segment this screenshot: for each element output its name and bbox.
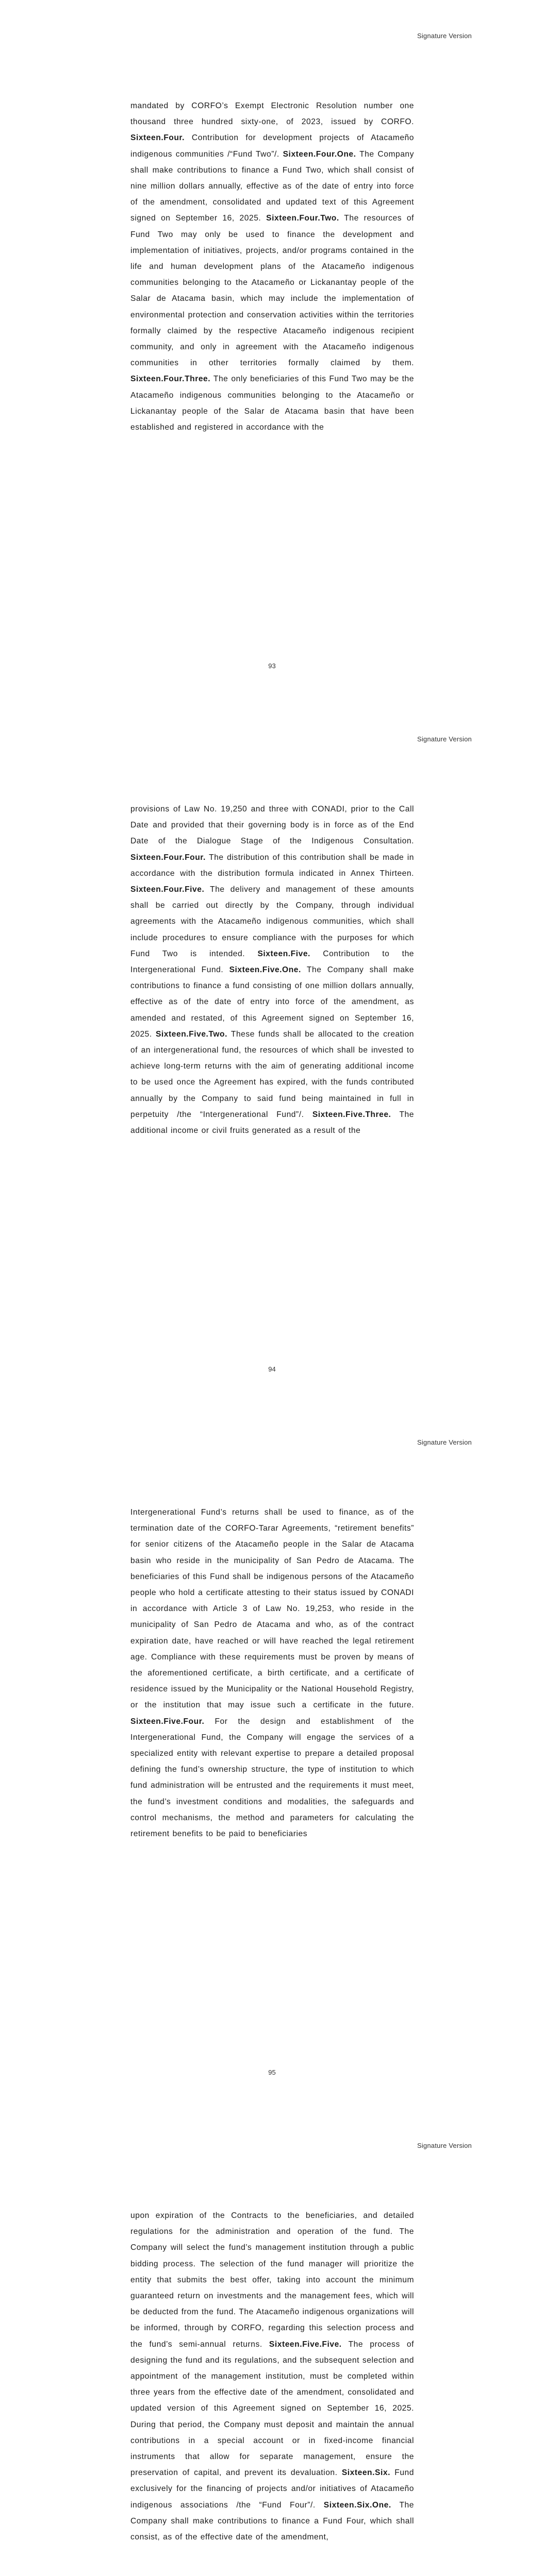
clause-text: upon expiration of the Contracts to the beneficiaries, and detailed regulations for the administration and operation of the fund. The Company will select the fund’s management institution through a public bidding process. The selection of the fund manager will prioritize the entity that submits the best offer, taking into account the minimum guaranteed return on investments and the management fees, which will be deducted from the fund. The Atacameño indigenous organizations will be informed, through by CORFO, regarding this selection process and the fund’s semi-annual returns. <box>130 2211 415 2349</box>
clause-text: These funds shall be allocated to the creation of an intergenerational fund, the resources of which shall be invested to achieve long-term returns with the aim of generating additional income to be used once the Agreement has expired, with the funds contributed annually by the Company to said fund being maintained in full in perpetuity /the “Intergenerational Fund”/. <box>130 1029 415 1119</box>
page-body-text <box>130 801 414 1139</box>
clause-text: provisions of Law No. 19,250 and three with CONADI, prior to the Call Date and provided that their governing body is in force as of the End Date of the Dialogue Stage of the Indigenous Consultation. <box>130 805 414 846</box>
clause-text: Intergenerational Fund’s returns shall be used to finance, as of the termination date of the CORFO-Tarar Agreements, “retirement benefits” for senior citizens of the Atacameño people in the Salar de Atacama basin who reside in the municipality of San Pedro de Atacama. The beneficiaries of this Fund shall be indigenous persons of the Atacameño people who hold a certificate attesting to their status issued by CONADI in accordance with Article 3 of Law No. 19,253, who reside in the municipality of San Pedro de Atacama and who, as of the contract expiration date, have reached or will have reached the legal retirement age. Compliance with these requirements must be proven by means of the aforementioned certificate, a birth certificate, and a certificate of residence issued by the Municipality or the National Household Registry, or the institution that may issue such a certificate in the future. <box>130 1508 414 1710</box>
page-body-text <box>130 1504 414 1842</box>
clause-text: The additional income or civil fruits generated as a result of the <box>130 1110 414 1136</box>
signature-version-header: Signature Version <box>417 32 472 40</box>
clause-number: Sixteen.Four.Three. <box>130 375 211 384</box>
clause-number: Sixteen.Six. <box>341 2468 390 2478</box>
clause-number: Sixteen.Five.Four. <box>130 1717 205 1726</box>
clause-text: The only beneficiaries of this Fund Two may be the Atacameño indigenous communities belonging to the Atacameño or Lickanantay people of the Salar de Atacama basin that have been established and registered in accordance with the <box>130 375 414 432</box>
clause-text: Contribution to the Intergenerational Fund. <box>130 949 415 975</box>
page-number: 94 <box>268 1365 276 1373</box>
document-page-93 <box>0 0 544 703</box>
clause-text: For the design and establishment of the Intergenerational Fund, the Company will engage the services of a specialized entity with relevant expertise to prepare a detailed proposal defining the fund’s ownership structure, the type of institution to which fund administration will be entrusted and the requirements it must meet, the fund’s investment conditions and modalities, the safeguards and control mechanisms, the method and parameters for calculating the retirement benefits to be paid to beneficiaries <box>130 1717 414 1839</box>
clause-text: Contribution for development projects of Atacameño indigenous communities /“Fund Two”/. <box>130 133 414 159</box>
clause-text: The Company shall make contributions to finance a Fund Four, which shall consist, as of the effective date of the amendment, <box>130 2500 414 2542</box>
clause-number: Sixteen.Four.Two. <box>266 214 339 223</box>
clause-number: Sixteen.Four. <box>130 133 185 143</box>
signature-version-header: Signature Version <box>417 1438 472 1446</box>
page-body-text <box>130 2208 414 2545</box>
page-number: 95 <box>268 2069 276 2076</box>
signature-version-header: Signature Version <box>417 2142 472 2149</box>
clause-text: The delivery and management of these amounts shall be carried out directly by the Company, through individual agreements with the Atacameño indigenous communities, which shall include procedures to ensure compliance with the purposes for which Fund Two is intended. <box>130 885 414 958</box>
clause-text: Fund exclusively for the financing of projects and/or initiatives of Atacameño indigenous associations /the “Fund Four”/. <box>130 2468 414 2510</box>
document-page-95 <box>0 1406 544 2110</box>
clause-text: mandated by CORFO’s Exempt Electronic Resolution number one thousand three hundred sixty-one, of 2023, issued by CORFO. <box>130 101 414 127</box>
clause-number: Sixteen.Six.One. <box>323 2500 391 2510</box>
signature-version-header: Signature Version <box>417 735 472 743</box>
clause-number: Sixteen.Five.Two. <box>155 1029 227 1039</box>
clause-text: The process of designing the fund and its regulations, and the subsequent selection and appointment of the management institution, must be completed within three years from the effective date of the amendment, consolidated and updated version of this Agreement signed on September 16, 2025. During that period, the Company must deposit and maintain the annual contributions in a special account or in fixed-income financial instruments that allow for separate management, ensure the preservation of capital, and prevent its devaluation. <box>130 2340 414 2478</box>
document-page-96 <box>0 2110 544 2576</box>
clause-number: Sixteen.Four.Five. <box>130 885 205 894</box>
clause-number: Sixteen.Five. <box>257 949 310 958</box>
page-body-text <box>130 98 414 435</box>
clause-number: Sixteen.Five.Three. <box>312 1110 391 1119</box>
clause-number: Sixteen.Five.One. <box>229 965 301 975</box>
clause-text: The Company shall make contributions to finance a fund consisting of one million dollars annually, effective as of the date of entry into force of the amendment, as amended and restated, of this Agreement signed on September 16, 2025. <box>130 965 414 1039</box>
page-number: 93 <box>268 662 276 670</box>
clause-text: The Company shall make contributions to finance a Fund Two, which shall consist of nine million dollars annually, effective as of the date of entry into force of the amendment, consolidated and updated text of this Agreement signed on September 16, 2025. <box>130 149 414 223</box>
clause-text: The distribution of this contribution shall be made in accordance with the distribution formula indicated in Annex Thirteen. <box>130 853 414 878</box>
document-page-94 <box>0 703 544 1406</box>
clause-number: Sixteen.Four.One. <box>283 149 356 159</box>
clause-text: The resources of Fund Two may only be used to finance the development and implementation of initiatives, projects, and/or programs contained in the life and human development plans of the Atacameño indigenous communities belonging to the Atacameño or Lickanantay people of the Salar de Atacama basin, which may include the implementation of environmental protection and conservation activities within the territories formally claimed by the respective Atacameño indigenous recipient community, and only in agreement with the Atacameño indigenous communities in other territories formally claimed by them. <box>130 214 414 368</box>
clause-number: Sixteen.Four.Four. <box>130 853 206 862</box>
clause-number: Sixteen.Five.Five. <box>269 2340 342 2349</box>
